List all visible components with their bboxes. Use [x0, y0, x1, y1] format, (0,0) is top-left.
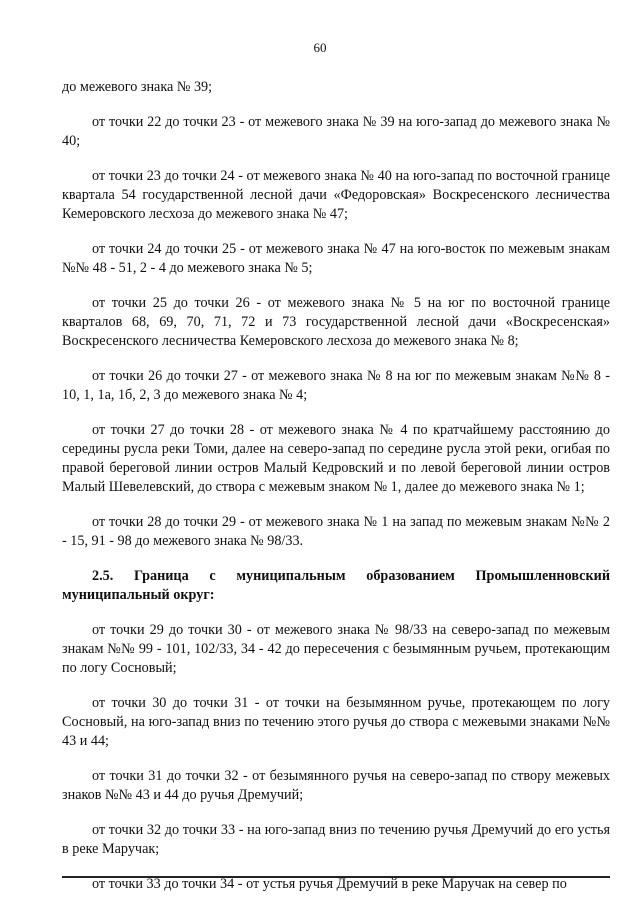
paragraph: от точки 23 до точки 24 - от межевого знака № 40 на юго-запад по восточной границе квартала 54 государственной лесной дачи «Федоровская» Воскресенского лесничества Кемеровского лесхоза до межевого знака № 47; [62, 168, 610, 222]
paragraph: от точки 32 до точки 33 - на юго-запад вниз по течению ручья Дремучий до его устья в реке Маручак; [62, 822, 610, 857]
paragraph: от точки 31 до точки 32 - от безымянного ручья на северо-запад по створу межевых знаков №№ 43 и 44 до ручья Дремучий; [62, 768, 610, 803]
document-body [62, 78, 610, 910]
footer-rule [62, 876, 610, 878]
paragraph: от точки 25 до точки 26 - от межевого знака № 5 на юг по восточной границе кварталов 68, 69, 70, 71, 72 и 73 государственной лесной дачи «Воскресенская» Воскресенского лесничества Кемеровского лесхоза до межевого знака № 8; [62, 295, 610, 349]
page-number: 60 [313, 40, 327, 55]
paragraph: от точки 24 до точки 25 - от межевого знака № 47 на юго-восток по межевым знакам №№ 48 - 51, 2 - 4 до межевого знака № 5; [62, 241, 610, 276]
paragraph: от точки 33 до точки 34 - от устья ручья Дремучий в реке Маручак на север по [92, 876, 567, 892]
paragraph: от точки 29 до точки 30 - от межевого знака № 98/33 на северо-запад по межевым знакам №№ 99 - 101, 102/33, 34 - 42 до пересечения с безымянным ручьем, протекающим по логу Сосновый; [62, 622, 610, 676]
paragraph: от точки 22 до точки 23 - от межевого знака № 39 на юго-запад до межевого знака № 40; [62, 114, 610, 149]
section-heading: 2.5. Граница с муниципальным образованием Промышленновский муниципальный округ: [62, 568, 610, 603]
paragraph: от точки 27 до точки 28 - от межевого знака № 4 по кратчайшему расстоянию до середины русла реки Томи, далее на северо-запад по середине русла этой реки, огибая по правой береговой линии остров Малый Кедровский и по левой береговой линии остров Малый Шевелевский, до створа с межевым знаком № 1, далее до межевого знака № 1; [62, 422, 610, 495]
paragraph: до межевого знака № 39; [62, 79, 213, 95]
paragraph: от точки 26 до точки 27 - от межевого знака № 8 на юг по межевым знакам №№ 8 - 10, 1, 1а, 1б, 2, 3 до межевого знака № 4; [62, 368, 610, 403]
paragraph: от точки 30 до точки 31 - от точки на безымянном ручье, протекающем по логу Сосновый, на юго-запад вниз по течению этого ручья до створа с межевыми знаками №№ 43 и 44; [62, 695, 610, 749]
paragraph: от точки 28 до точки 29 - от межевого знака № 1 на запад по межевым знакам №№ 2 - 15, 91 - 98 до межевого знака № 98/33. [62, 514, 610, 549]
